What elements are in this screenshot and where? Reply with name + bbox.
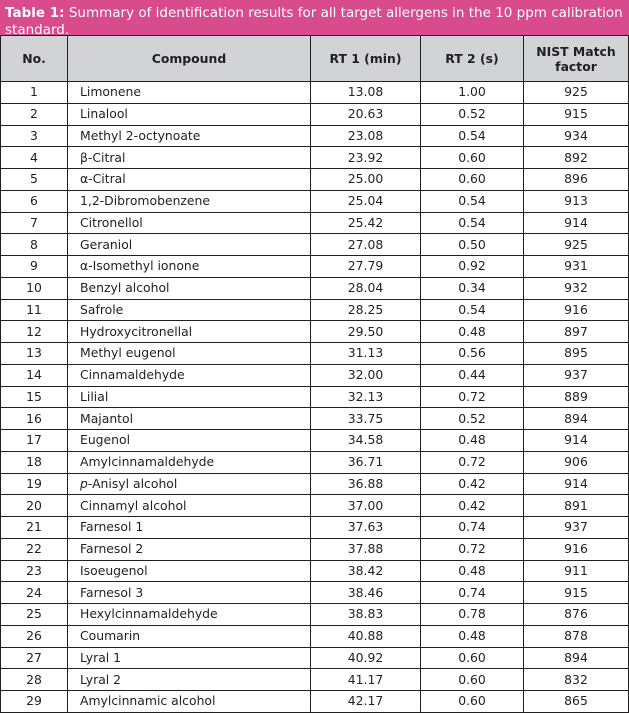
cell-no: 7 [1, 212, 68, 234]
cell-no: 9 [1, 256, 68, 278]
cell-rt2: 0.52 [421, 103, 524, 125]
cell-no: 5 [1, 169, 68, 191]
cell-rt1: 36.88 [311, 473, 421, 495]
cell-rt1: 28.04 [311, 277, 421, 299]
cell-nist: 892 [524, 147, 629, 169]
cell-no: 25 [1, 604, 68, 626]
cell-compound: Farnesol 3 [68, 582, 311, 604]
header-rt1: RT 1 (min) [311, 36, 421, 82]
cell-rt1: 25.42 [311, 212, 421, 234]
cell-nist: 914 [524, 212, 629, 234]
cell-rt1: 23.08 [311, 125, 421, 147]
cell-rt1: 29.50 [311, 321, 421, 343]
cell-rt1: 38.46 [311, 582, 421, 604]
cell-no: 13 [1, 343, 68, 365]
cell-compound: Methyl eugenol [68, 343, 311, 365]
cell-rt2: 0.48 [421, 321, 524, 343]
cell-no: 18 [1, 451, 68, 473]
cell-no: 4 [1, 147, 68, 169]
cell-rt2: 0.48 [421, 625, 524, 647]
table-row [1, 669, 629, 691]
cell-no: 11 [1, 299, 68, 321]
cell-nist: 914 [524, 473, 629, 495]
cell-rt1: 20.63 [311, 103, 421, 125]
allergen-results-table [0, 35, 629, 713]
cell-compound: Safrole [68, 299, 311, 321]
cell-no: 19 [1, 473, 68, 495]
cell-compound: β-Citral [68, 147, 311, 169]
cell-no: 14 [1, 364, 68, 386]
cell-compound: Farnesol 1 [68, 517, 311, 539]
cell-rt2: 0.42 [421, 495, 524, 517]
cell-no: 17 [1, 430, 68, 452]
cell-compound: Limonene [68, 82, 311, 104]
cell-nist: 865 [524, 691, 629, 713]
cell-rt2: 0.44 [421, 364, 524, 386]
cell-nist: 913 [524, 190, 629, 212]
table-row [1, 408, 629, 430]
cell-compound: Citronellol [68, 212, 311, 234]
table-row [1, 560, 629, 582]
cell-rt1: 33.75 [311, 408, 421, 430]
table-row [1, 364, 629, 386]
table-row [1, 538, 629, 560]
table-row [1, 169, 629, 191]
table-row [1, 647, 629, 669]
cell-rt2: 0.54 [421, 212, 524, 234]
cell-no: 21 [1, 517, 68, 539]
header-nist-line1: NIST Match [536, 43, 616, 59]
table-row [1, 147, 629, 169]
cell-compound: Lyral 2 [68, 669, 311, 691]
cell-compound: Methyl 2-octynoate [68, 125, 311, 147]
cell-rt1: 37.63 [311, 517, 421, 539]
cell-no: 2 [1, 103, 68, 125]
cell-no: 28 [1, 669, 68, 691]
cell-rt2: 0.52 [421, 408, 524, 430]
cell-rt1: 34.58 [311, 430, 421, 452]
table-row [1, 299, 629, 321]
cell-compound: 1,2-Dibromobenzene [68, 190, 311, 212]
cell-rt2: 0.60 [421, 647, 524, 669]
cell-no: 10 [1, 277, 68, 299]
table-row [1, 451, 629, 473]
cell-compound: Cinnamaldehyde [68, 364, 311, 386]
table-caption [0, 0, 629, 38]
caption-text: Summary of identification results for all target allergens in the 10 ppm calibration standard. [5, 5, 623, 38]
table-row [1, 691, 629, 713]
cell-nist: 894 [524, 647, 629, 669]
table-row [1, 495, 629, 517]
cell-rt2: 0.60 [421, 691, 524, 713]
cell-compound: Linalool [68, 103, 311, 125]
cell-compound: Coumarin [68, 625, 311, 647]
cell-nist: 911 [524, 560, 629, 582]
header-nist [524, 36, 629, 82]
table-row [1, 625, 629, 647]
cell-no: 26 [1, 625, 68, 647]
cell-no: 27 [1, 647, 68, 669]
cell-nist: 937 [524, 517, 629, 539]
cell-nist: 925 [524, 234, 629, 256]
table-row [1, 386, 629, 408]
cell-rt2: 0.60 [421, 169, 524, 191]
cell-rt2: 0.74 [421, 582, 524, 604]
cell-rt1: 36.71 [311, 451, 421, 473]
cell-nist: 897 [524, 321, 629, 343]
cell-rt1: 31.13 [311, 343, 421, 365]
cell-rt2: 0.42 [421, 473, 524, 495]
cell-rt2: 0.72 [421, 451, 524, 473]
cell-rt1: 32.00 [311, 364, 421, 386]
cell-no: 16 [1, 408, 68, 430]
cell-no: 29 [1, 691, 68, 713]
cell-compound: Eugenol [68, 430, 311, 452]
cell-no: 3 [1, 125, 68, 147]
cell-rt1: 40.88 [311, 625, 421, 647]
cell-nist: 891 [524, 495, 629, 517]
cell-nist: 878 [524, 625, 629, 647]
cell-nist: 889 [524, 386, 629, 408]
cell-nist: 916 [524, 299, 629, 321]
table-row [1, 234, 629, 256]
cell-nist: 876 [524, 604, 629, 626]
cell-nist: 937 [524, 364, 629, 386]
cell-nist: 915 [524, 103, 629, 125]
cell-compound: Hydroxycitronellal [68, 321, 311, 343]
cell-nist: 894 [524, 408, 629, 430]
table-row [1, 582, 629, 604]
cell-rt1: 41.17 [311, 669, 421, 691]
cell-compound: Lilial [68, 386, 311, 408]
table-row [1, 212, 629, 234]
cell-rt2: 0.34 [421, 277, 524, 299]
cell-rt1: 28.25 [311, 299, 421, 321]
cell-compound: Farnesol 2 [68, 538, 311, 560]
table-row [1, 190, 629, 212]
cell-rt1: 40.92 [311, 647, 421, 669]
table-row [1, 103, 629, 125]
cell-compound: p-Anisyl alcohol [68, 473, 311, 495]
table-row [1, 604, 629, 626]
cell-rt2: 0.72 [421, 386, 524, 408]
cell-compound: α-Citral [68, 169, 311, 191]
cell-nist: 915 [524, 582, 629, 604]
cell-rt2: 0.50 [421, 234, 524, 256]
cell-nist: 895 [524, 343, 629, 365]
cell-no: 24 [1, 582, 68, 604]
cell-no: 8 [1, 234, 68, 256]
cell-rt2: 0.54 [421, 125, 524, 147]
table-row [1, 125, 629, 147]
cell-rt2: 0.60 [421, 147, 524, 169]
table-row [1, 82, 629, 104]
cell-rt1: 38.42 [311, 560, 421, 582]
cell-compound: Benzyl alcohol [68, 277, 311, 299]
cell-no: 23 [1, 560, 68, 582]
cell-compound: Geraniol [68, 234, 311, 256]
table-row [1, 473, 629, 495]
cell-rt1: 37.00 [311, 495, 421, 517]
cell-no: 20 [1, 495, 68, 517]
cell-rt1: 42.17 [311, 691, 421, 713]
cell-rt2: 0.60 [421, 669, 524, 691]
cell-rt2: 0.74 [421, 517, 524, 539]
cell-compound: Lyral 1 [68, 647, 311, 669]
cell-rt1: 23.92 [311, 147, 421, 169]
table-row [1, 321, 629, 343]
header-no: No. [1, 36, 68, 82]
cell-nist: 832 [524, 669, 629, 691]
cell-no: 12 [1, 321, 68, 343]
cell-compound: Majantol [68, 408, 311, 430]
cell-rt1: 25.04 [311, 190, 421, 212]
cell-rt1: 27.79 [311, 256, 421, 278]
cell-no: 22 [1, 538, 68, 560]
table-row [1, 430, 629, 452]
cell-rt2: 0.78 [421, 604, 524, 626]
cell-nist: 932 [524, 277, 629, 299]
cell-compound: Hexylcinnamaldehyde [68, 604, 311, 626]
cell-no: 6 [1, 190, 68, 212]
cell-rt2: 0.54 [421, 190, 524, 212]
cell-rt2: 0.92 [421, 256, 524, 278]
caption-label: Table 1: [5, 5, 65, 21]
cell-rt2: 0.48 [421, 430, 524, 452]
header-nist-line2: factor [555, 58, 597, 74]
cell-rt2: 0.54 [421, 299, 524, 321]
cell-compound: α-Isomethyl ionone [68, 256, 311, 278]
cell-no: 1 [1, 82, 68, 104]
table-row [1, 517, 629, 539]
cell-compound: Cinnamyl alcohol [68, 495, 311, 517]
cell-compound: Isoeugenol [68, 560, 311, 582]
table-body [1, 82, 629, 713]
cell-nist: 931 [524, 256, 629, 278]
cell-rt1: 13.08 [311, 82, 421, 104]
table-row [1, 343, 629, 365]
cell-nist: 925 [524, 82, 629, 104]
cell-rt2: 1.00 [421, 82, 524, 104]
header-row [1, 36, 629, 82]
cell-nist: 906 [524, 451, 629, 473]
cell-nist: 916 [524, 538, 629, 560]
cell-nist: 896 [524, 169, 629, 191]
cell-no: 15 [1, 386, 68, 408]
cell-rt1: 37.88 [311, 538, 421, 560]
table-row [1, 256, 629, 278]
cell-rt2: 0.56 [421, 343, 524, 365]
cell-rt1: 27.08 [311, 234, 421, 256]
cell-rt2: 0.72 [421, 538, 524, 560]
cell-nist: 914 [524, 430, 629, 452]
cell-rt2: 0.48 [421, 560, 524, 582]
cell-rt1: 38.83 [311, 604, 421, 626]
table-row [1, 277, 629, 299]
header-rt2: RT 2 (s) [421, 36, 524, 82]
cell-compound: Amylcinnamaldehyde [68, 451, 311, 473]
cell-rt1: 25.00 [311, 169, 421, 191]
cell-nist: 934 [524, 125, 629, 147]
cell-compound: Amylcinnamic alcohol [68, 691, 311, 713]
cell-rt1: 32.13 [311, 386, 421, 408]
header-compound: Compound [68, 36, 311, 82]
